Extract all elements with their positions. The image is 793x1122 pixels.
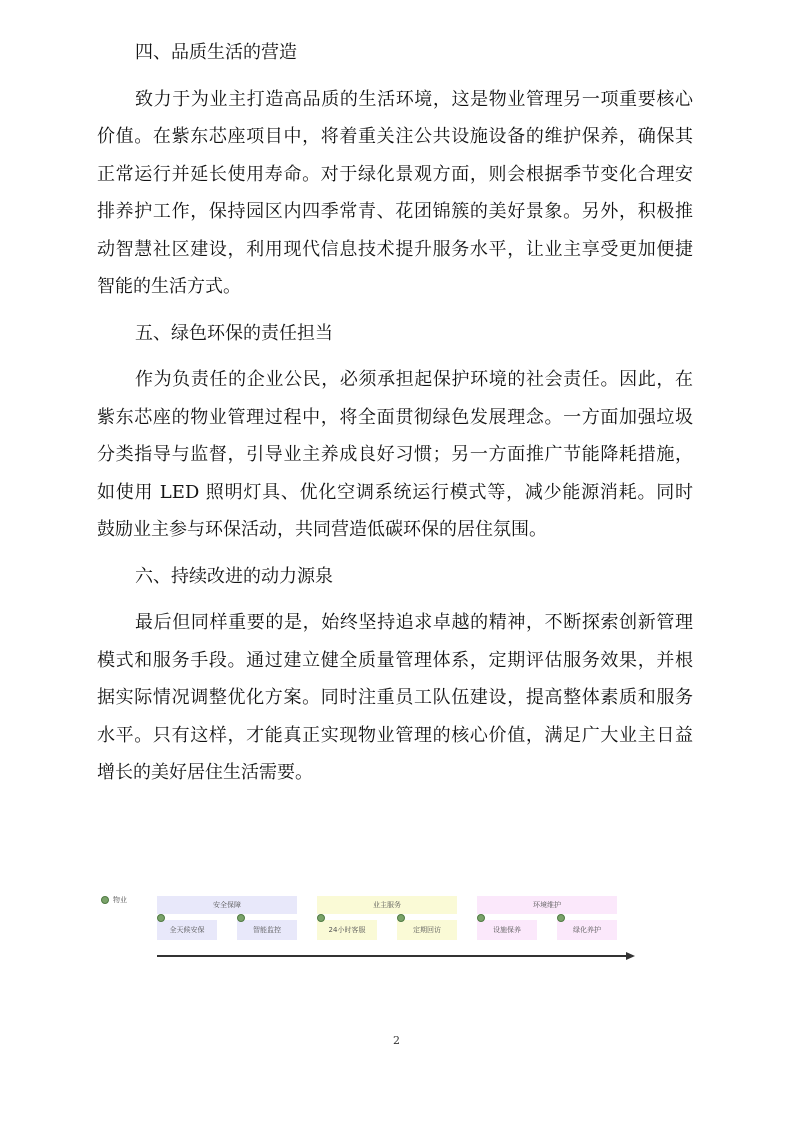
text-line: 分类指导与监督，引导业主养成良好习惯；另一方面推广节能降耗措施， xyxy=(97,444,693,465)
arrow-head-icon xyxy=(626,952,635,960)
text-line: 水平。只有这样，才能真正实现物业管理的核心价值，满足广大业主日益 xyxy=(97,724,693,746)
page-number: 2 xyxy=(393,1034,400,1047)
item-box: 定期回访 xyxy=(397,920,457,940)
text-line: 正常运行并延长使用寿命。对于绿化景观方面，则会根据季节变化合理安 xyxy=(97,163,693,185)
milestone-dot-icon xyxy=(157,914,165,922)
timeline-axis xyxy=(157,955,627,957)
paragraph xyxy=(97,604,693,792)
item-box: 全天候安保 xyxy=(157,920,217,940)
milestone-dot-icon xyxy=(557,914,565,922)
milestone-dot-icon xyxy=(477,914,485,922)
legend-dot-icon xyxy=(101,896,109,904)
group-box: 安全保障 xyxy=(157,896,297,914)
text-line: 最后但同样重要的是，始终坚持追求卓越的精神，不断探索创新管理 xyxy=(135,612,693,633)
text-line: 智能的生活方式。 xyxy=(97,276,241,297)
legend-label: 物业 xyxy=(113,896,127,904)
text-line: 鼓励业主参与环保活动，共同营造低碳环保的居住氛围。 xyxy=(97,519,547,540)
text-line: 致力于为业主打造高品质的生活环境，这是物业管理另一项重要核心 xyxy=(135,88,693,110)
item-box: 绿化养护 xyxy=(557,920,617,940)
section-heading: 五、绿色环保的责任担当 xyxy=(135,322,333,344)
item-box: 智能监控 xyxy=(237,920,297,940)
item-box: 24小时客服 xyxy=(317,920,377,940)
text-line: 模式和服务手段。通过建立健全质量管理体系，定期评估服务效果，并根 xyxy=(97,649,693,671)
item-box: 设施保养 xyxy=(477,920,537,940)
section-heading: 六、持续改进的动力源泉 xyxy=(135,565,333,587)
section-heading: 四、品质生活的营造 xyxy=(135,42,297,63)
text-line: 增长的美好居住生活需要。 xyxy=(97,762,313,783)
paragraph xyxy=(97,361,693,549)
document-body xyxy=(97,34,693,801)
milestone-dot-icon xyxy=(317,914,325,922)
text-line: 排养护工作，保持园区内四季常青、花团锦簇的美好景象。另外，积极推 xyxy=(97,201,693,222)
text-line: 价值。在紫东芯座项目中，将着重关注公共设施设备的维护保养，确保其 xyxy=(97,126,693,147)
milestone-dot-icon xyxy=(237,914,245,922)
text-line: 作为负责任的企业公民，必须承担起保护环境的社会责任。因此，在 xyxy=(135,369,693,390)
group-box: 环境维护 xyxy=(477,896,617,914)
paragraph xyxy=(97,81,693,306)
text-line: 如使用 LED 照明灯具、优化空调系统运行模式等，减少能源消耗。同时 xyxy=(97,481,693,503)
text-line: 动智慧社区建设，利用现代信息技术提升服务水平，让业主享受更加便捷 xyxy=(97,238,693,260)
group-box: 业主服务 xyxy=(317,896,457,914)
milestone-dot-icon xyxy=(397,914,405,922)
text-line: 据实际情况调整优化方案。同时注重员工队伍建设，提高整体素质和服务 xyxy=(97,687,693,708)
text-line: 紫东芯座的物业管理过程中，将全面贯彻绿色发展理念。一方面加强垃圾 xyxy=(97,406,693,428)
